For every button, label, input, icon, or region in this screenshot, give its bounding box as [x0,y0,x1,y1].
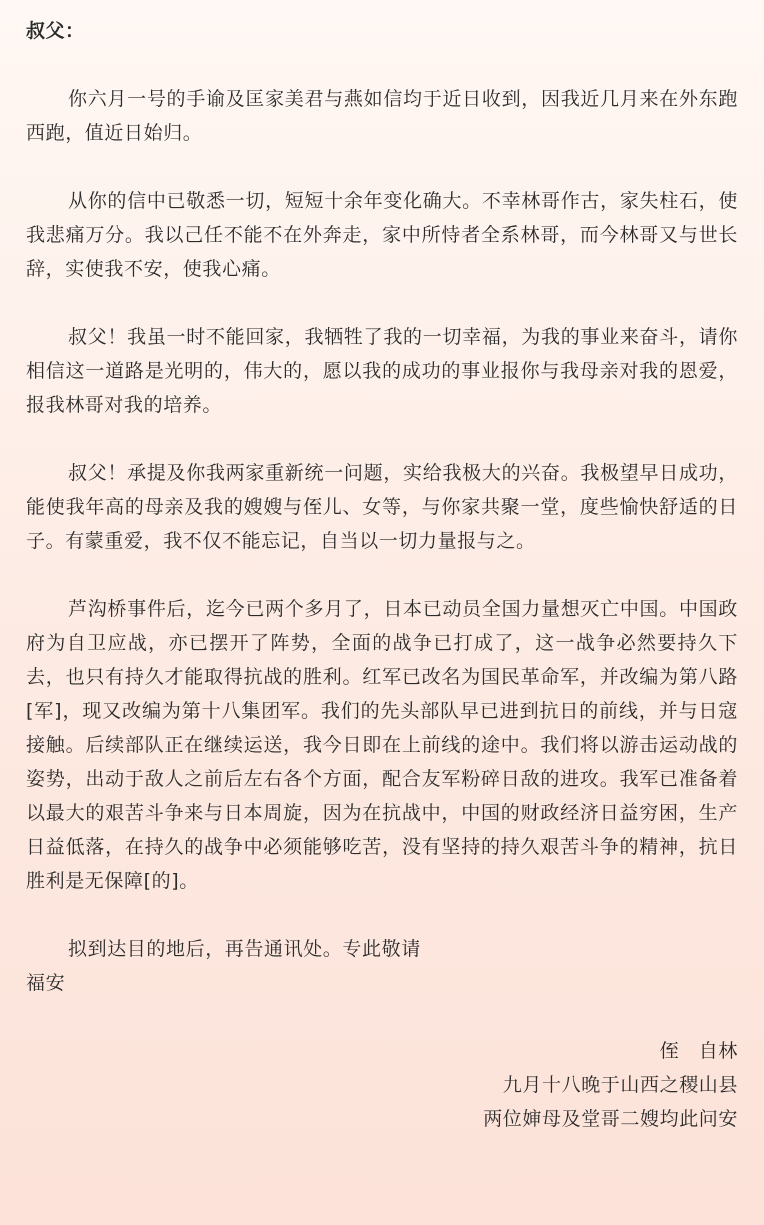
signature-postscript: 两位婶母及堂哥二嫂均此问安 [483,1108,738,1130]
paragraph-dedication: 叔父！我虽一时不能回家，我牺牲了我的一切幸福，为我的事业来奋斗，请你相信这一道路是光明的，伟大的，愿以我的成功的事业报你与我母亲对我的恩爱，报我林哥对我的培养。 [26,326,738,416]
paragraph-war-situation: 芦沟桥事件后，迄今已两个多月了，日本已动员全国力量想灭亡中国。中国政府为自卫应战，亦已摆开了阵势，全面的战争已打成了，这一战争必然要持久下去，也只有持久才能取得抗战的胜利。红军已改名为国民革命军，并改编为第八路[军]，现又改编为第十八集团军。我们的先头部队早已进到抗日的前线，并与日寇接触。后续部队正在继续运送，我今日即在上前线的途中。我们将以游击运动战的姿势，出动于敌人之前后左右各个方面，配合友军粉碎日敌的进攻。我军已准备着以最大的艰苦斗争来与日本周旋，因为在抗战中，中国的财政经济日益穷困，生产日益低落，在持久的战争中必须能够吃苦，没有坚持的持久艰苦斗争的精神，抗日胜利是无保障[的]。 [26,598,738,892]
signature-block [26,1034,738,1136]
signature-name: 侄 自林 [659,1040,738,1062]
closing-line: 拟到达目的地后，再告通讯处。专此敬请 [68,938,421,960]
blessing: 福安 [26,972,66,994]
signature-date-place: 九月十八晚于山西之稷山县 [502,1074,738,1096]
paragraph-receipt: 你六月一号的手谕及匡家美君与燕如信均于近日收到，因我近几月来在外东跑西跑，值近日始归。 [26,88,738,144]
paragraph-condolence: 从你的信中已敬悉一切，短短十余年变化确大。不幸林哥作古，家失柱石，使我悲痛万分。我以己任不能不在外奔走，家中所恃者全系林哥，而今林哥又与世长辞，实使我不安，使我心痛。 [26,190,738,280]
salutation: 叔父： [26,20,85,42]
paragraph-family-reunion: 叔父！承提及你我两家重新统一问题，实给我极大的兴奋。我极望早日成功，能使我年高的母亲及我的嫂嫂与侄儿、女等，与你家共聚一堂，度些愉快舒适的日子。有蒙重爱，我不仅不能忘记，自当以一切力量报与之。 [26,462,738,552]
